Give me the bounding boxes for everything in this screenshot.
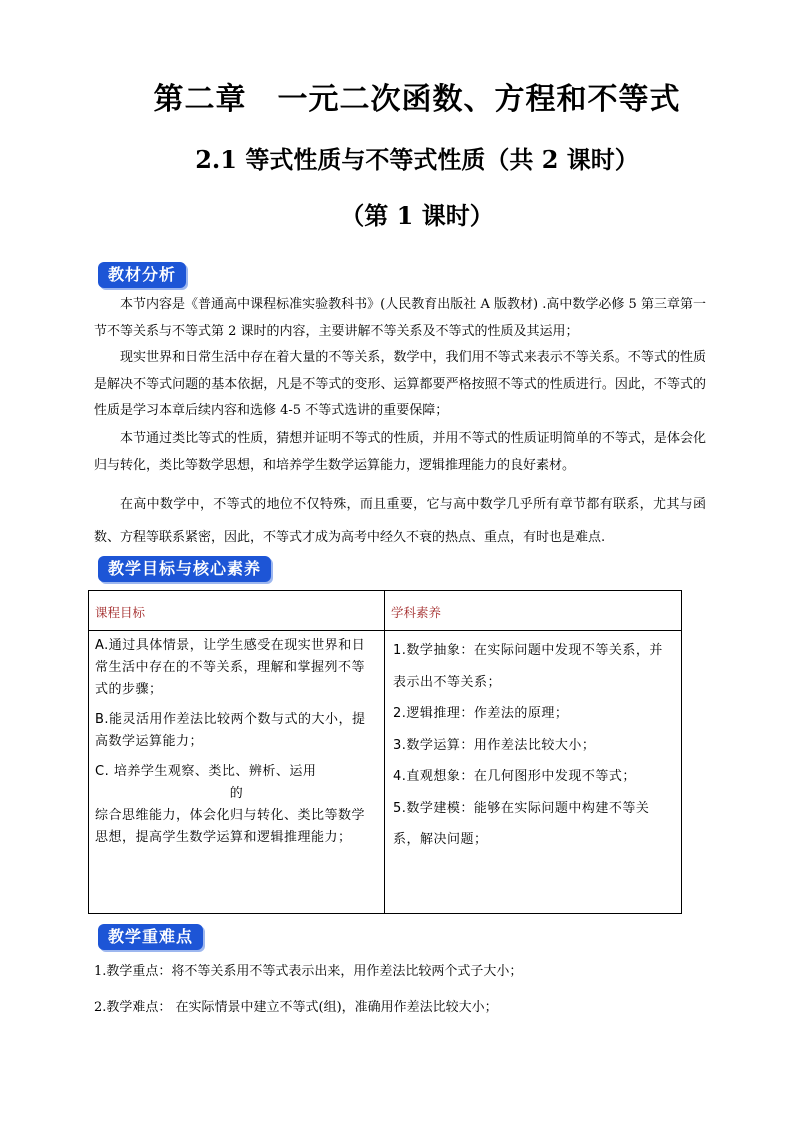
literacy-item-5: 5.数学建模：能够在实际问题中构建不等关系，解决问题；: [393, 800, 650, 847]
lesson-title: （第 1 课时）: [340, 201, 494, 230]
analysis-paragraph-3: 本节通过类比等式的性质，猜想并证明不等式的性质，并用不等式的性质证明简单的不等式，是体会化归与转化，类比等数学思想，和培养学生数学运算能力，逻辑推理能力的良好素材。: [94, 431, 706, 473]
course-goals-cell: [89, 631, 385, 914]
analysis-paragraph-1: 本节内容是《普通高中课程标准实验教科书》(人民教育出版社 A 版教材) .高中数学必修 5 第三章第一节不等关系与不等式第 2 课时的内容，主要讲解不等关系及不等式的性质及其运用；: [94, 297, 706, 339]
course-goal-b: B.能灵活用作差法比较两个数与式的大小，提高数学运算能力；: [95, 712, 366, 749]
literacy-item-2: 2.逻辑推理：作差法的原理；: [393, 706, 569, 721]
section-title: 2.1 等式性质与不等式性质（共 2 课时）: [195, 145, 639, 174]
goals-table: [88, 590, 682, 914]
goals-badge: 教学目标与核心素养: [98, 556, 271, 582]
literacy-item-4: 4.直观想象：在几何图形中发现不等式；: [393, 769, 636, 784]
teaching-focus: 1.教学重点：将不等关系用不等式表示出来，用作差法比较两个式子大小；: [94, 964, 523, 979]
table-header-row: [89, 591, 682, 631]
literacy-item-3: 3.数学运算：用作差法比较大小；: [393, 737, 596, 753]
course-goal-c-de: 的: [229, 786, 244, 801]
teaching-difficulty: 2.教学难点： 在实际情景中建立不等式(组)，准确用作差法比较大小；: [94, 1000, 498, 1015]
analysis-paragraph-2: 现实世界和日常生活中存在着大量的不等关系，数学中，我们用不等式来表示不等关系。不等式的性质是解决不等式问题的基本依据，凡是不等式的变形、运算都要严格按照不等式的性质进行。因此，不等式的性质是学习本章后续内容和选修 4-5 不等式选讲的重要保障；: [94, 350, 706, 418]
course-goal-c-tail: 综合思维能力，体会化归与转化、类比等数学思想，提高学生数学运算和逻辑推理能力；: [95, 808, 366, 845]
course-goal-a: A.通过具体情景，让学生感受在现实世界和日常生活中存在的不等关系，理解和掌握列不等式的步骤；: [95, 638, 366, 697]
literacy-item-1: 1.数学抽象：在实际问题中发现不等关系，并表示出不等关系；: [393, 643, 663, 690]
course-goal-c: [95, 761, 378, 849]
analysis-paragraph-4: 在高中数学中，不等式的地位不仅特殊，而且重要，它与高中数学几乎所有章节都有联系，尤其与函数、方程等联系紧密，因此，不等式才成为高考中经久不衰的热点、重点，有时也是难点.: [94, 497, 706, 545]
analysis-badge: 教材分析: [98, 262, 186, 288]
course-goal-c-head: C. 培养学生观察、类比、辨析、运用: [95, 764, 317, 779]
table-row: [89, 631, 682, 914]
key-points-badge: 教学重难点: [98, 924, 203, 950]
chapter-title: 第二章 一元二次函数、方程和不等式: [153, 82, 681, 117]
literacy-header: 学科素养: [385, 591, 682, 631]
literacy-cell: [385, 631, 682, 914]
course-goal-header: 课程目标: [89, 591, 385, 631]
